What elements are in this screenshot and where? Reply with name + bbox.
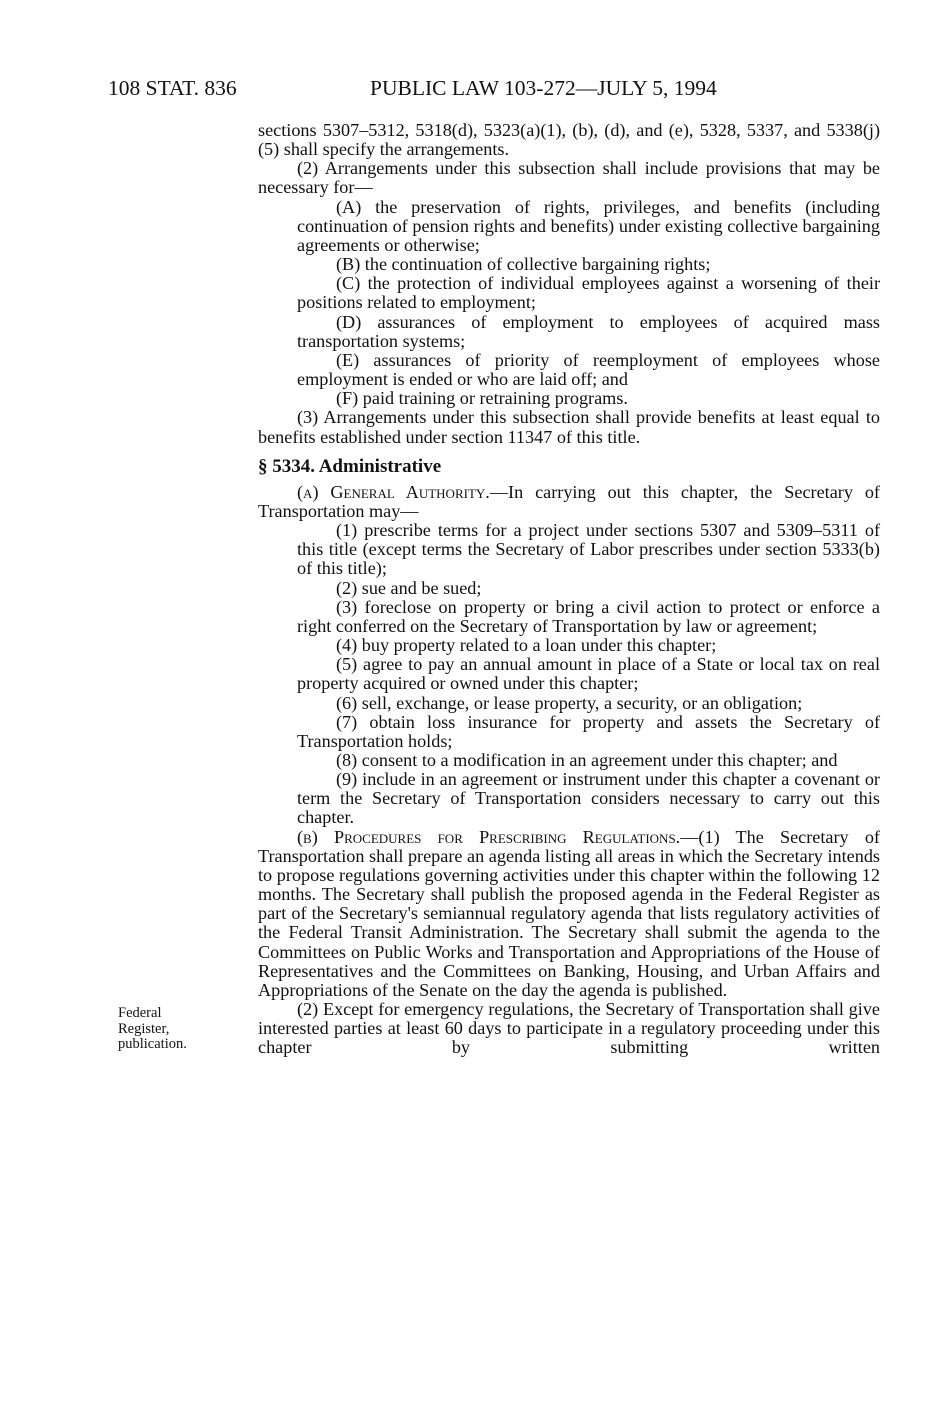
subsection-a-text: —In carrying out this chapter, the Secretary of Transportation may— xyxy=(258,481,880,521)
paragraph-b2: (2) Except for emergency regulations, the Secretary of Transportation shall give interested parties at least 60 days to participate in a regulatory proceeding under this chapter by submitting written xyxy=(258,999,880,1058)
paragraph-3: (3) Arrangements under this subsection shall provide benefits at least equal to benefits established under section 11347 of this title. xyxy=(258,407,880,447)
item-a5: (5) agree to pay an annual amount in place of a State or local tax on real property acquired or owned under this chapter; xyxy=(297,654,880,694)
continued-paragraph: sections 5307–5312, 5318(d), 5323(a)(1), (b), (d), and (e), 5328, 5337, and 5338(j)(5) shall specify the arrangements. xyxy=(258,120,880,160)
subsection-a-heading: (a) General Authority. xyxy=(297,481,490,502)
margin-note-line: Register, xyxy=(118,1020,170,1037)
item-a7: (7) obtain loss insurance for property and assets the Secretary of Transportation holds; xyxy=(297,711,880,751)
item-a6: (6) sell, exchange, or lease property, a security, or an obligation; xyxy=(336,692,803,713)
item-a3: (3) foreclose on property or bring a civil action to protect or enforce a right conferred on the Secretary of Transportation by law or agreement; xyxy=(297,596,880,636)
subparagraph-2c: (C) the protection of individual employees against a worsening of their positions related to employment; xyxy=(297,273,880,313)
subparagraph-2f: (F) paid training or retraining programs. xyxy=(336,388,628,409)
margin-note-line: publication. xyxy=(118,1036,187,1052)
item-a2: (2) sue and be sued; xyxy=(336,577,482,598)
statute-body xyxy=(258,121,880,1058)
running-header xyxy=(0,76,949,108)
margin-note-line: Federal xyxy=(118,1005,162,1021)
item-a1: (1) prescribe terms for a project under sections 5307 and 5309–5311 of this title (except terms the Secretary of Labor prescribes under section 5333(b) of this title); xyxy=(297,520,880,579)
paragraph-2: (2) Arrangements under this subsection shall include provisions that may be necessary for— xyxy=(258,158,880,198)
section-heading: § 5334. Administrative xyxy=(258,455,442,477)
margin-note xyxy=(118,1006,218,1053)
subparagraph-2e: (E) assurances of priority of reemployment of employees whose employment is ended or who are laid off; and xyxy=(297,349,880,390)
item-a9: (9) include in an agreement or instrument under this chapter a covenant or term the Secretary of Transportation considers necessary to carry out this chapter. xyxy=(297,769,880,828)
subsection-a xyxy=(258,483,880,521)
subparagraph-2b: (B) the continuation of collective bargaining rights; xyxy=(336,254,711,275)
page-citation: 108 STAT. 836 xyxy=(108,76,237,100)
subparagraph-2a: (A) the preservation of rights, privileges, and benefits (including continuation of pension rights and benefits) under existing collective bargaining agreements or otherwise; xyxy=(297,196,880,255)
item-a4: (4) buy property related to a loan under this chapter; xyxy=(336,635,717,656)
subsection-b-text: —(1) The Secretary of Transportation shall prepare an agenda listing all areas in which the Secretary intends to propose regulations governing activities under this chapter within the following 12 months. The Secretary shall publish the proposed agenda in the Federal Register as part of the Secretary's semiannual regulatory agenda that lists regulatory activities of the Federal Transit Administration. The Secretary shall submit the agenda to the Committees on Public Works and Transportation and Appropriations of the House of Representatives and the Committees on Banking, Housing, and Urban Affairs and Appropriations of the Senate on the day the agenda is published. xyxy=(258,826,880,1000)
subsection-b-heading: (b) Procedures for Prescribing Regulations. xyxy=(297,826,681,847)
item-a8: (8) consent to a modification in an agreement under this chapter; and xyxy=(336,750,838,770)
subparagraph-2d: (D) assurances of employment to employees of acquired mass transportation systems; xyxy=(297,311,880,351)
law-title: PUBLIC LAW 103-272—JULY 5, 1994 xyxy=(370,76,717,100)
subsection-b xyxy=(258,828,880,1000)
